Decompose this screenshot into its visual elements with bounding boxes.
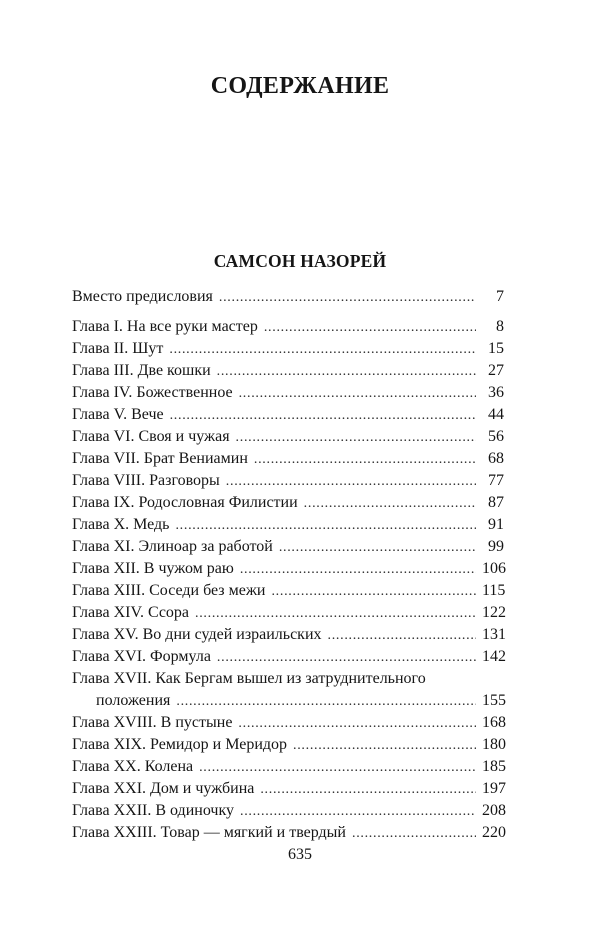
dot-leader bbox=[176, 691, 476, 713]
toc-entry-page: 185 bbox=[482, 758, 506, 775]
toc-entry-label: Глава V. Вече bbox=[72, 406, 164, 423]
dot-leader bbox=[169, 339, 476, 361]
toc-entry-page: 220 bbox=[482, 824, 506, 841]
toc-entry-page: 44 bbox=[488, 406, 504, 423]
toc-entry-label: Глава XIV. Ссора bbox=[72, 604, 190, 621]
toc-entry-page: 15 bbox=[488, 340, 504, 357]
table-of-contents bbox=[72, 286, 504, 844]
toc-entry-label: Вместо предисловия bbox=[72, 288, 213, 305]
toc-entry-page: 197 bbox=[482, 780, 506, 797]
toc-entry[interactable] bbox=[72, 360, 504, 382]
toc-entry-label: Глава VIII. Разговоры bbox=[72, 472, 220, 489]
toc-entry[interactable] bbox=[72, 404, 504, 426]
dot-leader bbox=[170, 405, 476, 427]
toc-entry-label: Глава IX. Родословная Филистии bbox=[72, 494, 298, 511]
toc-entry[interactable] bbox=[72, 778, 504, 800]
toc-entry[interactable] bbox=[72, 580, 504, 602]
toc-entry[interactable] bbox=[72, 514, 504, 536]
toc-entry[interactable] bbox=[72, 734, 504, 756]
dot-leader bbox=[217, 361, 476, 383]
dot-leader bbox=[199, 757, 476, 779]
toc-entry[interactable] bbox=[72, 646, 504, 668]
toc-entry[interactable] bbox=[72, 822, 504, 844]
toc-entry-label: Глава XVIII. В пустыне bbox=[72, 714, 233, 731]
dot-leader bbox=[226, 471, 476, 493]
toc-entry[interactable] bbox=[72, 382, 504, 404]
dot-leader bbox=[254, 449, 476, 471]
toc-entry[interactable] bbox=[72, 624, 504, 646]
toc-entry[interactable] bbox=[72, 756, 504, 778]
toc-entry-page: 208 bbox=[482, 802, 506, 819]
page-title: СОДЕРЖАНИЕ bbox=[210, 73, 390, 99]
toc-entry-label: Глава XVI. Формула bbox=[72, 648, 211, 665]
page-number: 635 bbox=[288, 846, 312, 863]
toc-entry-label: Глава IV. Божественное bbox=[72, 384, 233, 401]
dot-leader bbox=[239, 383, 476, 405]
toc-entry[interactable] bbox=[72, 338, 504, 360]
toc-entry[interactable] bbox=[72, 536, 504, 558]
toc-entry[interactable] bbox=[72, 668, 504, 690]
toc-entry-label: Глава XVII. Как Бергам вышел из затруднительного bbox=[72, 670, 426, 687]
toc-entry-page: 99 bbox=[488, 538, 504, 555]
toc-entry-label: Глава X. Медь bbox=[72, 516, 170, 533]
dot-leader bbox=[304, 493, 476, 515]
dot-leader bbox=[271, 581, 476, 603]
section-title: САМСОН НАЗОРЕЙ bbox=[213, 251, 387, 271]
dot-leader bbox=[240, 801, 476, 823]
toc-entry-label: Глава XI. Элиноар за работой bbox=[72, 538, 273, 555]
toc-entry-page: 142 bbox=[482, 648, 506, 665]
toc-entry-label: Глава XXII. В одиночку bbox=[72, 802, 234, 819]
dot-leader bbox=[175, 515, 476, 537]
toc-entry-page: 155 bbox=[482, 692, 506, 709]
toc-entry-label: Глава XII. В чужом раю bbox=[72, 560, 234, 577]
toc-entry-label-continued: положения bbox=[96, 692, 171, 709]
dot-leader bbox=[260, 779, 476, 801]
toc-entry-label: Глава III. Две кошки bbox=[72, 362, 211, 379]
toc-entry[interactable] bbox=[72, 602, 504, 624]
dot-leader bbox=[352, 823, 476, 845]
toc-entry-label: Глава XXI. Дом и чужбина bbox=[72, 780, 255, 797]
toc-entry[interactable] bbox=[72, 448, 504, 470]
dot-leader bbox=[236, 427, 476, 449]
toc-entry-label: Глава I. На все руки мастер bbox=[72, 318, 258, 335]
toc-entry[interactable] bbox=[72, 800, 504, 822]
dot-leader bbox=[240, 559, 476, 581]
toc-entry-label: Глава XV. Во дни судей израильских bbox=[72, 626, 322, 643]
dot-leader bbox=[328, 625, 476, 647]
toc-entries bbox=[72, 316, 504, 844]
toc-entry-page: 131 bbox=[482, 626, 506, 643]
toc-entry[interactable] bbox=[72, 492, 504, 514]
toc-entry-page: 91 bbox=[488, 516, 504, 533]
dot-leader bbox=[238, 713, 476, 735]
dot-leader bbox=[279, 537, 476, 559]
toc-entry-page: 8 bbox=[496, 318, 504, 335]
toc-entry-page: 7 bbox=[496, 288, 504, 305]
toc-entry-page: 106 bbox=[482, 560, 506, 577]
toc-entry-page: 87 bbox=[488, 494, 504, 511]
toc-entry-page: 115 bbox=[482, 582, 506, 599]
dot-leader bbox=[219, 287, 476, 309]
dot-leader bbox=[293, 735, 476, 757]
toc-entry-page: 180 bbox=[482, 736, 506, 753]
toc-entry-label: Глава XX. Колена bbox=[72, 758, 194, 775]
toc-entry-label: Глава XXIII. Товар — мягкий и твердый bbox=[72, 824, 346, 841]
dot-leader bbox=[217, 647, 476, 669]
toc-entry-preface[interactable] bbox=[72, 286, 504, 308]
toc-entry-page: 168 bbox=[482, 714, 506, 731]
toc-entry-page: 36 bbox=[488, 384, 504, 401]
toc-entry-label: Глава VI. Своя и чужая bbox=[72, 428, 230, 445]
toc-entry-label: Глава XIII. Соседи без межи bbox=[72, 582, 266, 599]
toc-entry-page: 27 bbox=[488, 362, 504, 379]
toc-entry-label: Глава VII. Брат Вениамин bbox=[72, 450, 248, 467]
dot-leader bbox=[264, 317, 476, 339]
toc-entry-page: 77 bbox=[488, 472, 504, 489]
toc-entry-page: 122 bbox=[482, 604, 506, 621]
toc-entry[interactable] bbox=[72, 470, 504, 492]
toc-entry-page: 56 bbox=[488, 428, 504, 445]
toc-entry-label: Глава II. Шут bbox=[72, 340, 164, 357]
toc-entry[interactable] bbox=[72, 426, 504, 448]
dot-leader bbox=[195, 603, 476, 625]
toc-entry[interactable] bbox=[72, 558, 504, 580]
toc-entry[interactable] bbox=[72, 712, 504, 734]
toc-entry-label: Глава XIX. Ремидор и Меридор bbox=[72, 736, 288, 753]
toc-entry-page: 68 bbox=[488, 450, 504, 467]
toc-entry[interactable] bbox=[72, 316, 504, 338]
toc-entry-continuation[interactable] bbox=[72, 690, 504, 712]
